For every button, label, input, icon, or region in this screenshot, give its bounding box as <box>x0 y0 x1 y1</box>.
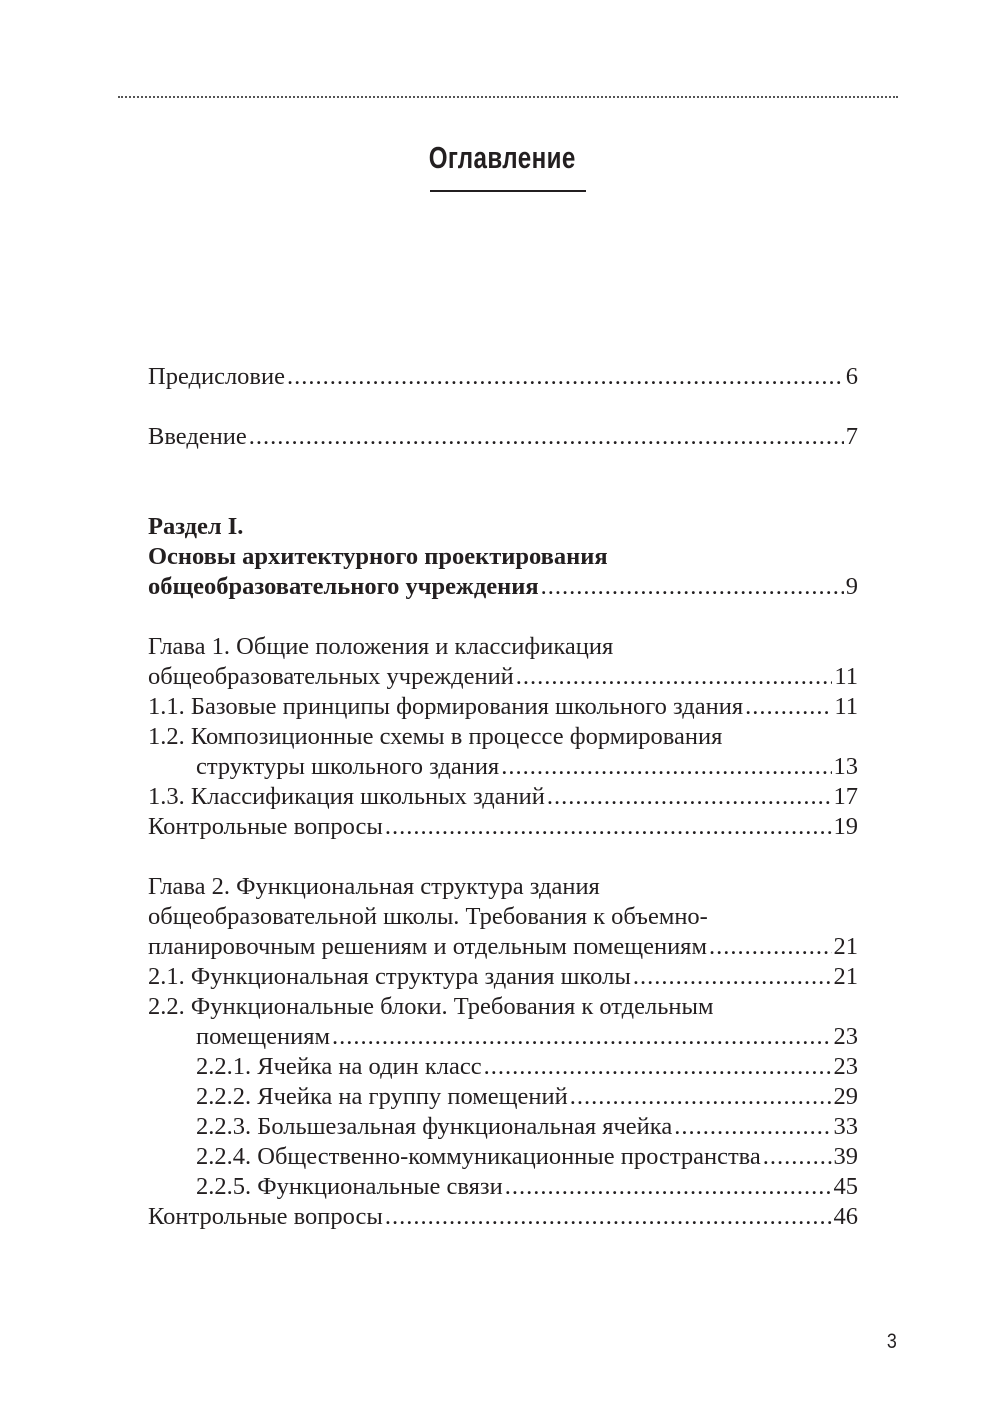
dot-leader <box>547 782 832 812</box>
toc-chapter-2 <box>148 872 858 1232</box>
toc-entry-section-1[interactable]: Раздел I. Основы архитектурного проектирования общеобразовательного учреждения ..... 9 <box>148 512 858 602</box>
page-ref: 29 <box>833 1083 858 1110</box>
toc-chapter-1 <box>148 632 858 842</box>
page-ref: 11 <box>834 663 858 690</box>
toc-entry-chapter-1-questions[interactable]: Контрольные вопросы ..... 19 <box>148 812 858 842</box>
toc-entry-2-2[interactable]: 2.2. Функциональные блоки. Требования к отдельным помещениям ..... 23 <box>148 992 858 1052</box>
page-ref: 7 <box>845 423 858 450</box>
page-ref: 13 <box>833 753 858 780</box>
title-underline <box>430 190 586 192</box>
page-number: 3 <box>886 1330 897 1353</box>
toc-entry-chapter-2-title[interactable]: Глава 2. Функциональная структура здания общеобразовательной школы. Требования к объемно- планировочным решениям и отдельным помещениям ..... 21 <box>148 872 858 962</box>
dot-leader <box>501 752 831 782</box>
page-ref: 11 <box>834 693 858 720</box>
dot-leader <box>516 662 833 692</box>
toc-entry-1-3[interactable]: 1.3. Классификация школьных зданий ..... 17 <box>148 782 858 812</box>
dot-leader <box>709 932 832 962</box>
dot-leader <box>332 1022 831 1052</box>
toc-entry-1-2[interactable]: 1.2. Композиционные схемы в процессе формирования структуры школьного здания ..... 13 <box>148 722 858 782</box>
dot-leader <box>633 962 832 992</box>
dot-leader <box>249 422 844 452</box>
page-ref: 21 <box>833 933 858 960</box>
page-ref: 17 <box>833 783 858 810</box>
dot-leader <box>570 1082 832 1112</box>
toc-entry-2-2-2[interactable]: 2.2.2. Ячейка на группу помещений ..... 29 <box>148 1082 858 1112</box>
toc-entry-2-1[interactable]: 2.1. Функциональная структура здания школы ..... 21 <box>148 962 858 992</box>
dot-leader <box>674 1112 831 1142</box>
dot-leader <box>287 362 844 392</box>
header-dotted-rule <box>118 96 898 98</box>
page-ref: 21 <box>833 963 858 990</box>
toc-entry-chapter-1-title[interactable]: Глава 1. Общие положения и классификация общеобразовательных учреждений ..... 11 <box>148 632 858 692</box>
page-ref: 46 <box>833 1203 858 1230</box>
page-ref: 39 <box>833 1143 858 1170</box>
dot-leader <box>541 572 844 602</box>
toc-entry-2-2-4[interactable]: 2.2.4. Общественно-коммуникационные пространства ..... 39 <box>148 1142 858 1172</box>
dot-leader <box>385 1202 832 1232</box>
dot-leader <box>505 1172 832 1202</box>
page-ref: 23 <box>833 1023 858 1050</box>
page-ref: 45 <box>833 1173 858 1200</box>
page-title: Оглавление <box>428 140 576 175</box>
dot-leader <box>763 1142 832 1172</box>
toc-entry-2-2-3[interactable]: 2.2.3. Большезальная функциональная ячейка ..... 33 <box>148 1112 858 1142</box>
page-ref: 19 <box>833 813 858 840</box>
toc-entry-intro[interactable]: Введение ..... 7 <box>148 422 858 452</box>
toc-entry-2-2-5[interactable]: 2.2.5. Функциональные связи ..... 45 <box>148 1172 858 1202</box>
dot-leader <box>745 692 832 722</box>
dot-leader <box>484 1052 832 1082</box>
toc-entry-chapter-2-questions[interactable]: Контрольные вопросы ..... 46 <box>148 1202 858 1232</box>
page-ref: 9 <box>845 573 858 600</box>
page-ref: 23 <box>833 1053 858 1080</box>
toc-entry-2-2-1[interactable]: 2.2.1. Ячейка на один класс ..... 23 <box>148 1052 858 1082</box>
toc-entry-preface[interactable]: Предисловие ..... 6 <box>148 362 858 392</box>
dot-leader <box>385 812 832 842</box>
toc-entry-1-1[interactable]: 1.1. Базовые принципы формирования школьного здания ..... 11 <box>148 692 858 722</box>
page-ref: 33 <box>833 1113 858 1140</box>
page-ref: 6 <box>845 363 858 390</box>
